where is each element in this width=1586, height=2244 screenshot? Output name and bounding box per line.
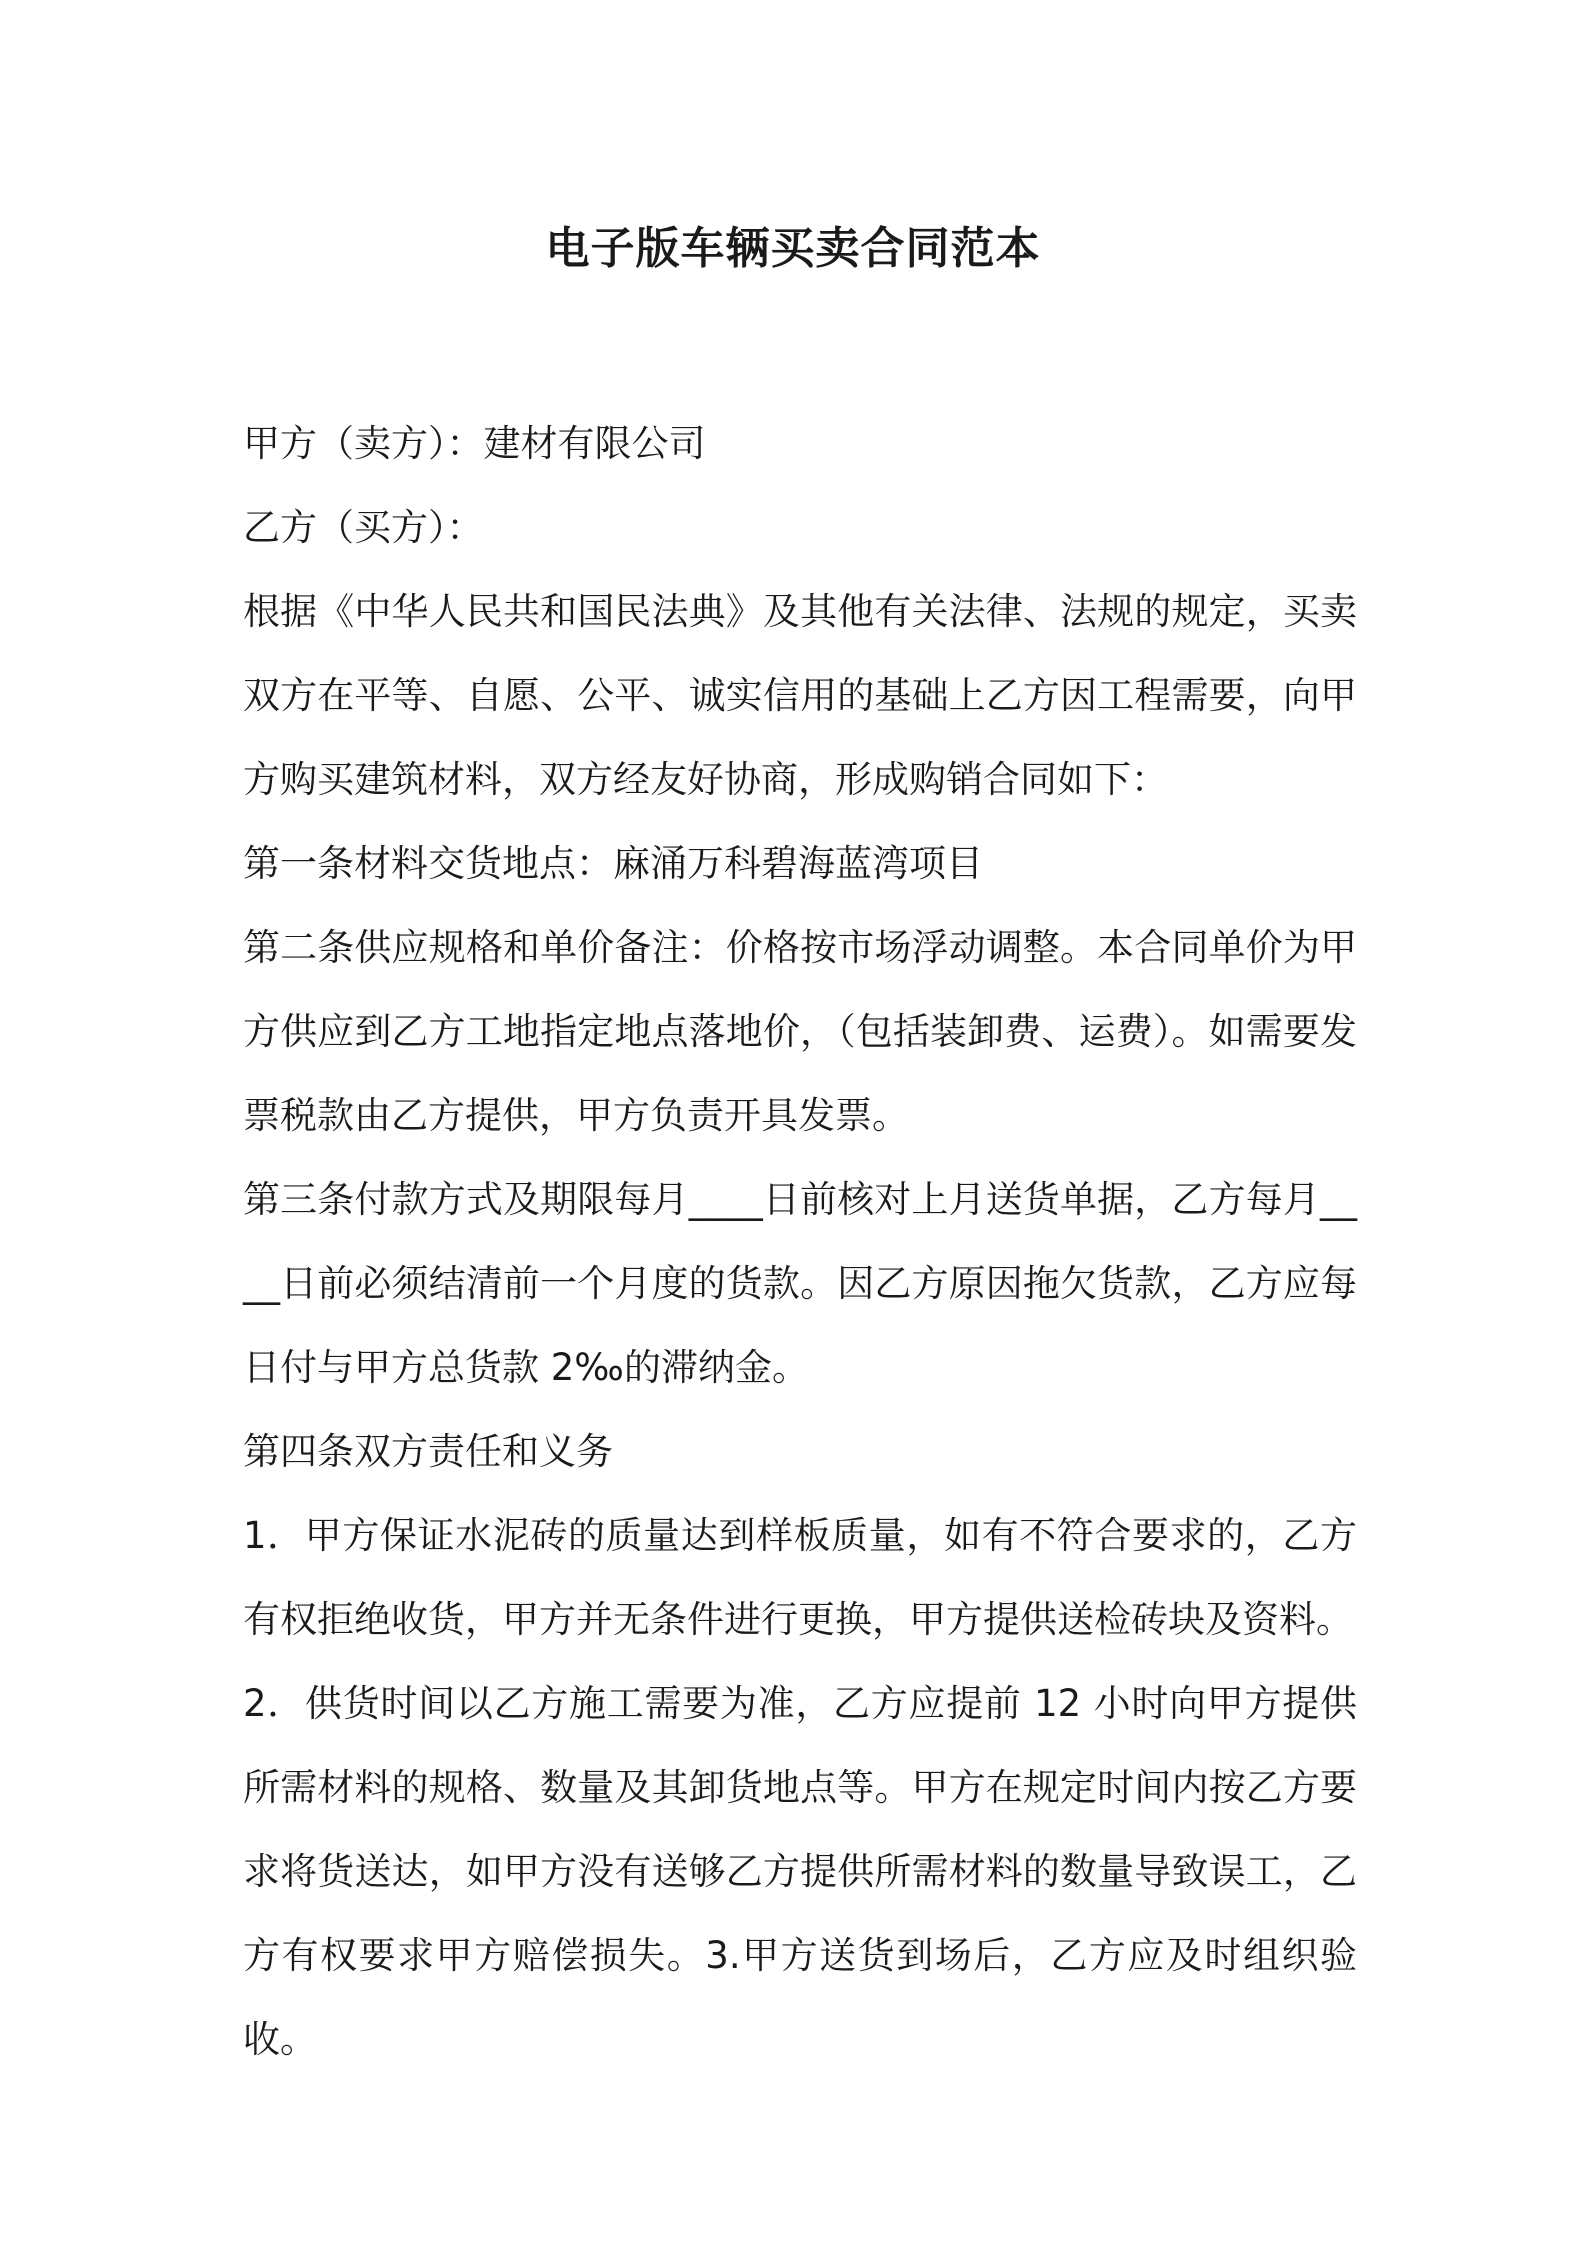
party-a-line: 甲方（卖方）：建材有限公司 — [243, 422, 706, 465]
document-title: 电子版车辆买卖合同范本 — [545, 223, 1041, 274]
party-b-line: 乙方（买方）： — [243, 506, 484, 549]
article-4-clause-1: 1．甲方保证水泥砖的质量达到样板质量，如有不符合要求的，乙方有权拒绝收货，甲方并无条件进行更换，甲方提供送检砖块及资料。 — [243, 1514, 1357, 1641]
article-2: 第二条供应规格和单价备注：价格按市场浮动调整。本合同单价为甲方供应到乙方工地指定地点落地价，（包括装卸费、运费）。如需要发票税款由乙方提供，甲方负责开具发票。 — [243, 926, 1357, 1137]
preamble-paragraph: 根据《中华人民共和国民法典》及其他有关法律、法规的规定，买卖双方在平等、自愿、公平、诚实信用的基础上乙方因工程需要，向甲方购买建筑材料，双方经友好协商，形成购销合同如下： — [243, 590, 1357, 801]
article-3: 第三条付款方式及期限每月____日前核对上月送货单据，乙方每月____日前必须结清前一个月度的货款。因乙方原因拖欠货款，乙方应每日付与甲方总货款 2‰的滞纳金。 — [243, 1178, 1357, 1389]
article-4-clause-2: 2．供货时间以乙方施工需要为准，乙方应提前 12 小时向甲方提供所需材料的规格、数量及其卸货地点等。甲方在规定时间内按乙方要求将货送达，如甲方没有送够乙方提供所需材料的数量导致误工，乙方有权要求甲方赔偿损失。3.甲方送货到场后，乙方应及时组织验收。 — [243, 1682, 1357, 2061]
article-4-heading: 第四条双方责任和义务 — [243, 1430, 613, 1473]
document-body — [243, 402, 1357, 2082]
article-1: 第一条材料交货地点：麻涌万科碧海蓝湾项目 — [243, 842, 983, 885]
